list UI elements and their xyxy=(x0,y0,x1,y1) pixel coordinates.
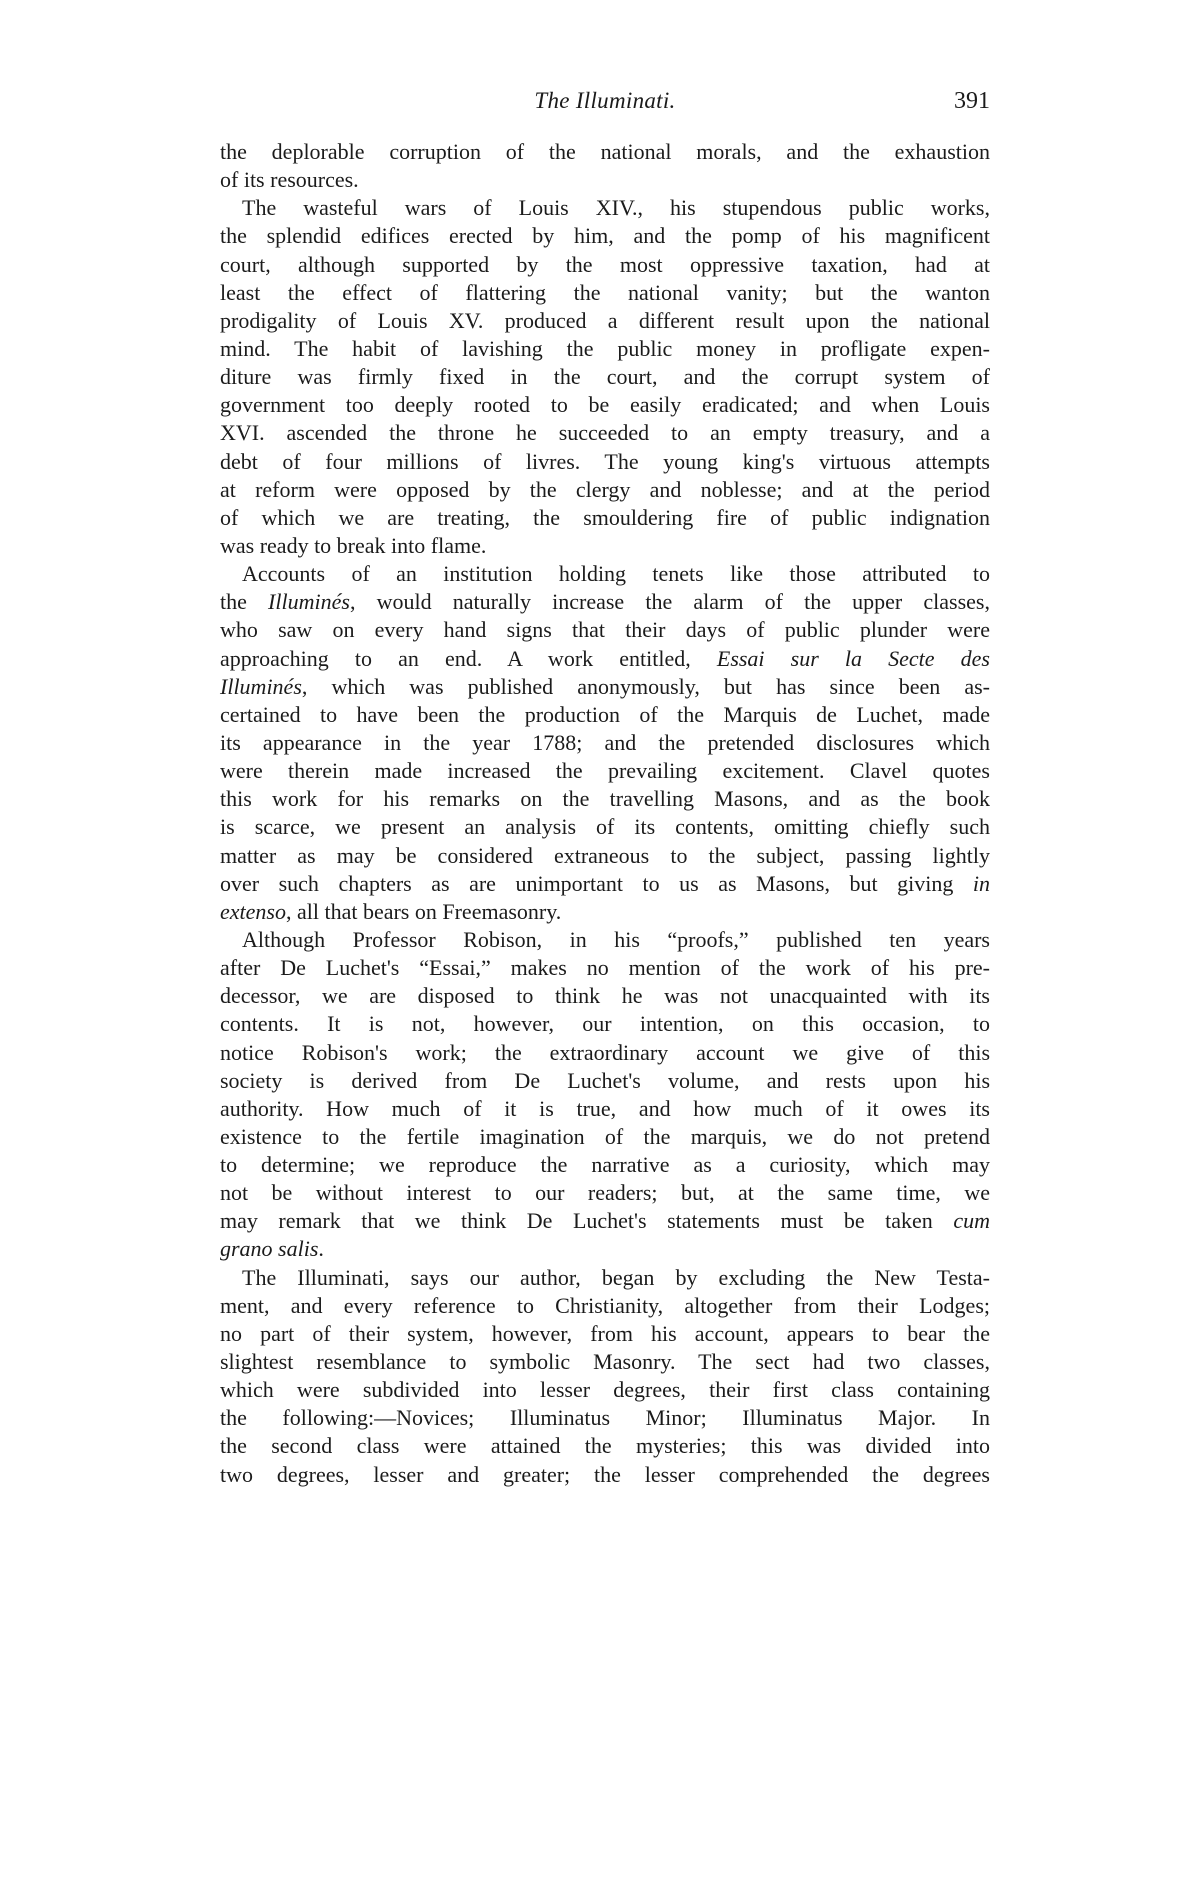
text-line: after De Luchet's “Essai,” makes no mention of the work of his pre- xyxy=(220,955,990,981)
text-line: the deplorable corruption of the national morals, and the exhaustion xyxy=(220,139,990,164)
text-line: XVI. ascended the throne he succeeded to an empty treasury, and a xyxy=(220,420,990,446)
text-line: Illuminés, which was published anonymously, but has since been as- xyxy=(220,673,990,699)
body-text xyxy=(220,138,990,1489)
text-line: decessor, we are disposed to think he was not unacquainted with its xyxy=(220,983,990,1009)
italic-phrase: Illuminés xyxy=(268,589,350,615)
text-line: the second class were attained the mysteries; this was divided into xyxy=(220,1433,990,1459)
italic-phrase: cum xyxy=(953,1208,990,1234)
text-line: was ready to break into flame. xyxy=(220,532,487,558)
page-number: 391 xyxy=(954,88,990,114)
text-line: Accounts of an institution holding tenets like those attributed to xyxy=(242,561,990,587)
italic-phrase: grano salis xyxy=(220,1236,319,1262)
text-line: its appearance in the year 1788; and the pretended disclosures which xyxy=(220,729,990,755)
text-line: diture was firmly fixed in the court, and the corrupt system of xyxy=(220,364,990,390)
text-line: mind. The habit of lavishing the public money in profligate expen- xyxy=(220,335,990,361)
text-line: approaching to an end. A work entitled, Essai sur la Secte des xyxy=(220,645,990,671)
text-line: who saw on every hand signs that their days of public plunder were xyxy=(220,617,990,643)
text-line: not be without interest to our readers; but, at the same time, we xyxy=(220,1180,990,1206)
text-line: of which we are treating, the smouldering fire of public indignation xyxy=(220,504,990,530)
italic-phrase: Illuminés xyxy=(220,673,302,699)
running-title: The Illuminati. xyxy=(534,88,676,113)
text-line: Although Professor Robison, in his “proofs,” published ten years xyxy=(242,926,990,952)
text-line: prodigality of Louis XV. produced a different result upon the national xyxy=(220,307,990,333)
running-head xyxy=(220,88,990,122)
text-line: this work for his remarks on the travelling Masons, and as the book xyxy=(220,786,990,812)
text-line: to determine; we reproduce the narrative as a curiosity, which may xyxy=(220,1152,990,1178)
text-line: society is derived from De Luchet's volume, and rests upon his xyxy=(220,1067,990,1093)
italic-phrase: extenso xyxy=(220,898,286,924)
text-line: at reform were opposed by the clergy and noblesse; and at the period xyxy=(220,476,990,502)
text-line: authority. How much of it is true, and how much of it owes its xyxy=(220,1095,990,1121)
text-line: debt of four millions of livres. The young king's virtuous attempts xyxy=(220,448,990,474)
text-line: least the effect of flattering the national vanity; but the wanton xyxy=(220,279,990,305)
text-line: two degrees, lesser and greater; the lesser comprehended the degrees xyxy=(220,1461,990,1487)
text-line: the splendid edifices erected by him, and the pomp of his magnificent xyxy=(220,223,990,249)
text-line: contents. It is not, however, our intention, on this occasion, to xyxy=(220,1011,990,1037)
text-line: may remark that we think De Luchet's statements must be taken cum xyxy=(220,1208,990,1234)
text-line: extenso, all that bears on Freemasonry. xyxy=(220,898,562,924)
text-line: existence to the fertile imagination of the marquis, we do not pretend xyxy=(220,1123,990,1149)
text-line: which were subdivided into lesser degrees, their first class containing xyxy=(220,1377,990,1403)
text-line: of its resources. xyxy=(220,167,359,193)
text-line: The Illuminati, says our author, began by excluding the New Testa- xyxy=(242,1264,990,1290)
text-line: the Illuminés, would naturally increase the alarm of the upper classes, xyxy=(220,589,990,615)
text-line: certained to have been the production of the Marquis de Luchet, made xyxy=(220,701,990,727)
text-line: over such chapters as are unimportant to us as Masons, but giving in xyxy=(220,870,990,896)
text-line: matter as may be considered extraneous to the subject, passing lightly xyxy=(220,842,990,868)
text-line: notice Robison's work; the extraordinary account we give of this xyxy=(220,1039,990,1065)
text-line: court, although supported by the most oppressive taxation, had at xyxy=(220,251,990,277)
text-line: government too deeply rooted to be easily eradicated; and when Louis xyxy=(220,392,990,418)
italic-phrase: in xyxy=(972,870,990,896)
text-line: no part of their system, however, from his account, appears to bear the xyxy=(220,1320,990,1346)
text-line: the following:—Novices; Illuminatus Minor; Illuminatus Major. In xyxy=(220,1405,990,1431)
text-line: The wasteful wars of Louis XIV., his stupendous public works, xyxy=(242,195,990,221)
text-line: slightest resemblance to symbolic Masonry. The sect had two classes, xyxy=(220,1349,990,1375)
text-line: were therein made increased the prevailing excitement. Clavel quotes xyxy=(220,758,990,784)
text-line: ment, and every reference to Christianity, altogether from their Lodges; xyxy=(220,1292,990,1318)
text-line: grano salis. xyxy=(220,1236,324,1262)
text-line: is scarce, we present an analysis of its contents, omitting chiefly such xyxy=(220,814,990,840)
italic-phrase: Essai sur la Secte des xyxy=(716,645,990,671)
